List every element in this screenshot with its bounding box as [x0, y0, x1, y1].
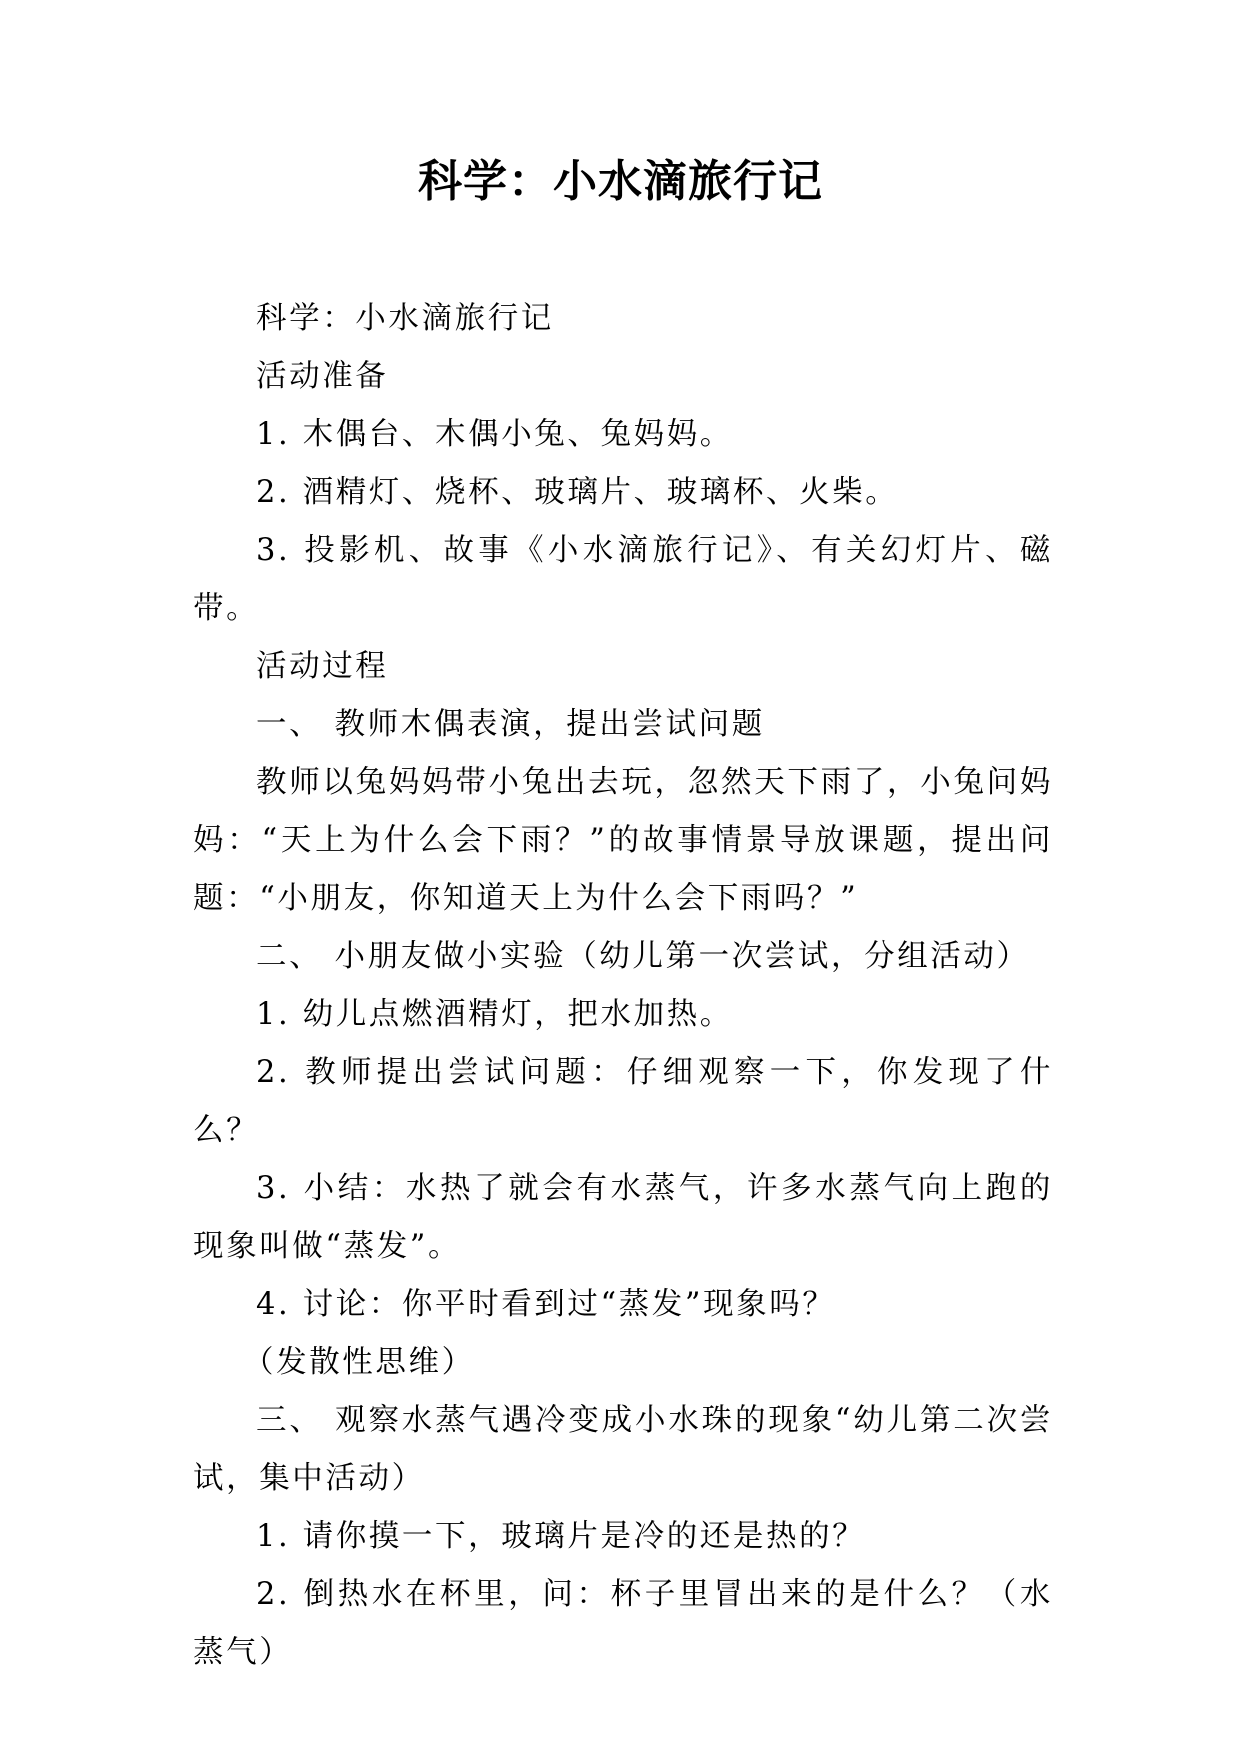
paragraph-body: 教师以兔妈妈带小兔出去玩，忽然天下雨了，小兔问妈妈：“天上为什么会下雨？”的故事情景导放课题，提出问题：“小朋友，你知道天上为什么会下雨吗？” [193, 765, 1053, 916]
paragraph-section-heading: 活动准备 [256, 359, 389, 394]
paragraph-step-heading: 二、 小朋友做小实验（幼儿第一次尝试，分组活动） [256, 939, 1030, 974]
paragraph-list-item: 2. 教师提出尝试问题：仔细观察一下，你发现了什么？ [193, 1055, 1053, 1148]
paragraph-list-item: 2. 酒精灯、烧杯、玻璃片、玻璃杯、火柴。 [256, 475, 899, 510]
paragraph-list-item: 1. 请你摸一下，玻璃片是冷的还是热的？ [256, 1519, 866, 1554]
paragraph-section-heading: 活动过程 [256, 649, 389, 684]
document-body [193, 290, 1053, 1682]
paragraph-step-heading: 三、 观察水蒸气遇冷变成小水珠的现象“幼儿第二次尝试，集中活动） [193, 1403, 1053, 1496]
paragraph-note: （发散性思维） [243, 1345, 475, 1380]
paragraph-list-item: 4. 讨论：你平时看到过“蒸发”现象吗？ [256, 1287, 836, 1322]
document-title: 科学：小水滴旅行记 [418, 156, 823, 207]
paragraph-list-item: 1. 木偶台、木偶小兔、兔妈妈。 [256, 417, 733, 452]
paragraph-list-item: 3. 投影机、故事《小水滴旅行记》、有关幻灯片、磁带。 [193, 533, 1053, 626]
paragraph-list-item: 1. 幼儿点燃酒精灯，把水加热。 [256, 997, 733, 1032]
paragraph-list-item: 3. 小结：水热了就会有水蒸气，许多水蒸气向上跑的现象叫做“蒸发”。 [193, 1171, 1053, 1264]
paragraph-list-item: 2. 倒热水在杯里，问：杯子里冒出来的是什么？（水蒸气） [193, 1577, 1053, 1670]
paragraph-subtitle: 科学：小水滴旅行记 [256, 301, 554, 336]
paragraph-step-heading: 一、 教师木偶表演，提出尝试问题 [256, 707, 765, 742]
